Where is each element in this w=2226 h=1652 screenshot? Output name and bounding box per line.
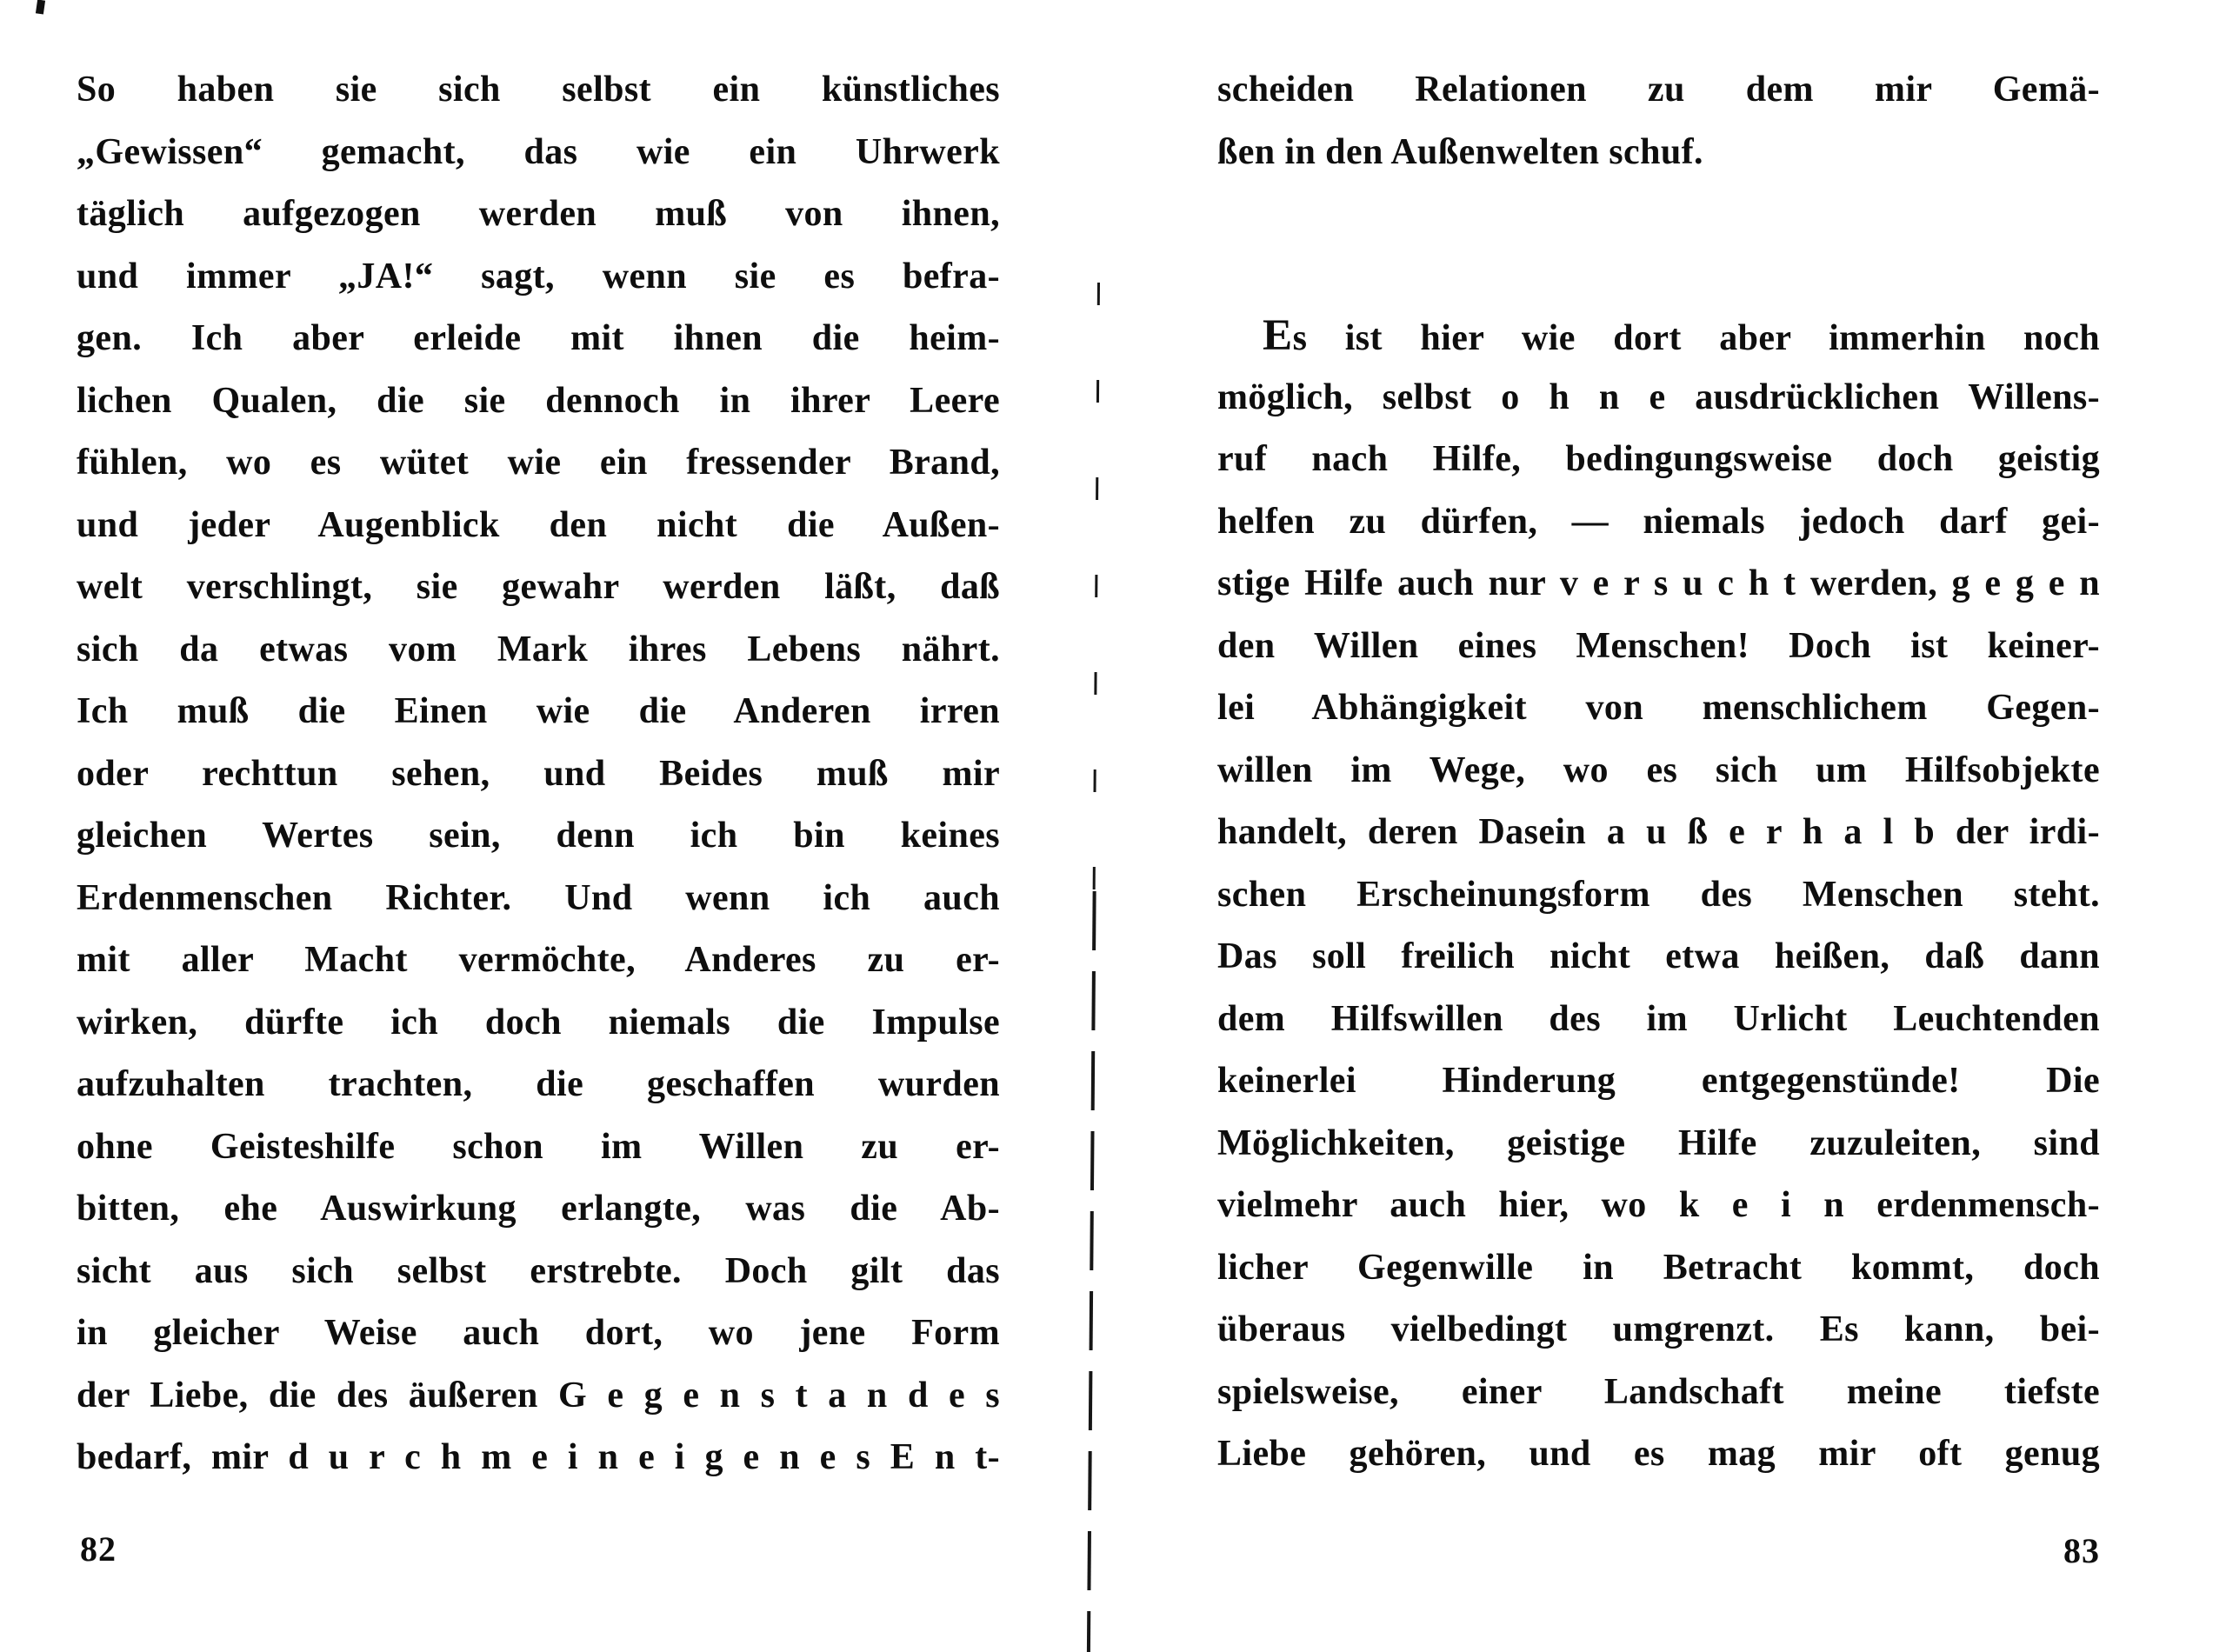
text-line: bitten, ehe Auswirkung erlangte, was die Ab- [77,1189,1000,1229]
text-line: ßen in den Außenwelten schuf. [1217,131,1703,172]
text-line: Es ist hier wie dort aber immerhin noch [1263,310,2100,360]
page-right-paragraph-2 [1217,304,2100,1486]
text-line: lei Abhängigkeit von menschlichem Gegen- [1217,688,2100,728]
text-line: scheiden Relationen zu dem mir Gemä- [1217,70,2100,110]
text-line: täglich aufgezogen werden muß von ihnen, [77,194,1000,234]
text-line: Erdenmenschen Richter. Und wenn ich auch [77,877,1000,918]
text-line: keinerlei Hinderung entgegenstünde! Die [1217,1061,2100,1101]
text-line: oder rechttun sehen, und Beides muß mir [77,753,1000,794]
text-line: licher Gegenwille in Betracht kommt, doch [1217,1247,2100,1288]
text-line: fühlen, wo es wütet wie ein fressender Brand, [77,443,1000,483]
text-line: ruf nach Hilfe, bedingungsweise doch geistig [1217,439,2100,479]
text-line: aufzuhalten trachten, die geschaffen wurden [77,1064,1000,1104]
text-line: welt verschlingt, sie gewahr werden läßt, daß [77,567,1000,607]
text-line: der Liebe, die des äußeren G e g e n s t a n d e s [77,1375,1000,1416]
text-line: vielmehr auch hier, wo k e i n erdenmensch- [1217,1185,2100,1225]
text-line: helfen zu dürfen, — niemals jedoch darf gei- [1217,501,2100,542]
text-line: ohne Geisteshilfe schon im Willen zu er- [77,1126,1000,1167]
text-line: mit aller Macht vermöchte, Anderes zu er- [77,940,1000,980]
page-right-paragraph-1 [1217,59,2100,183]
text-line: lichen Qualen, die sie dennoch in ihrer Leere [77,380,1000,421]
text-line: dem Hilfswillen des im Urlicht Leuchtenden [1217,998,2100,1039]
text-line: handelt, deren Dasein a u ß e r h a l b der irdi- [1217,812,2100,852]
page-number-right: 83 [2063,1531,2100,1570]
text-line: „Gewissen“ gemacht, das wie ein Uhrwerk [77,131,1000,172]
text-line: wirken, dürfte ich doch niemals die Impulse [77,1002,1000,1042]
text-line: gleichen Wertes sein, denn ich bin keines [77,816,1000,856]
text-line: stige Hilfe auch nur v e r s u c h t werden, g e g e n [1217,563,2100,603]
scan-artifact-speck [36,0,45,15]
text-line: Liebe gehören, und es mag mir oft genug [1217,1434,2100,1474]
text-line: spielsweise, einer Landschaft meine tiefste [1217,1371,2100,1412]
text-line: schen Erscheinungsform des Menschen steht. [1217,874,2100,915]
text-line: und jeder Augenblick den nicht die Außen- [77,504,1000,545]
text-line: Ich muß die Einen wie die Anderen irren [77,691,1000,731]
gutter-dashes-lower [1087,891,1096,1652]
text-line: So haben sie sich selbst ein künstliches [77,70,1000,110]
text-line: in gleicher Weise auch dort, wo jene Form [77,1313,1000,1353]
gutter-fold-line [1087,283,1101,1652]
text-line: sicht aus sich selbst erstrebte. Doch gilt das [77,1250,1000,1291]
text-line: sich da etwas vom Mark ihres Lebens nährt. [77,629,1000,669]
text-line: überaus vielbedingt umgrenzt. Es kann, bei- [1217,1309,2100,1349]
text-line: und immer „JA!“ sagt, wenn sie es befra- [77,256,1000,296]
text-line: den Willen eines Menschen! Doch ist keiner- [1217,625,2100,666]
text-line: möglich, selbst o h n e ausdrücklichen Willens- [1217,376,2100,417]
text-line: Möglichkeiten, geistige Hilfe zuzuleiten, sind [1217,1122,2100,1163]
text-line: willen im Wege, wo es sich um Hilfsobjekte [1217,749,2100,790]
page-number-left: 82 [80,1529,117,1569]
text-line: bedarf, mir d u r c h m e i n e i g e n e s E n t- [77,1437,1000,1477]
page-left-text [77,59,1000,1489]
text-line: Das soll freilich nicht etwa heißen, daß dann [1217,936,2100,976]
text-line: gen. Ich aber erleide mit ihnen die heim- [77,318,1000,358]
gutter-dashes-upper [1093,283,1100,891]
